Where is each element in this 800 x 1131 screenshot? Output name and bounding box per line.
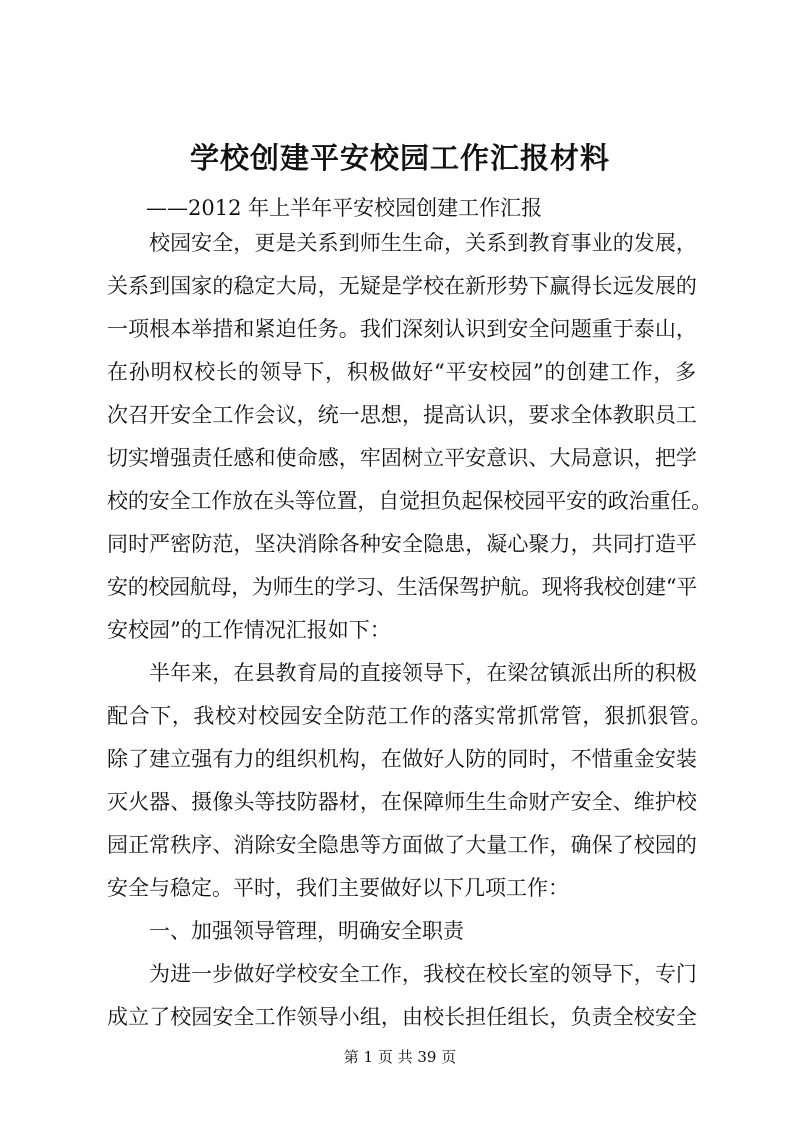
paragraph-line: 安全与稳定。平时，我们主要做好以下几项工作： [107, 876, 569, 900]
paragraph-line: 配合下，我校对校园安全防范工作的落实常抓常管，狠抓狠管。 [107, 704, 712, 728]
paragraph-line: 成立了校园安全工作领导小组，由校长担任组长，负责全校安全 [107, 1005, 697, 1029]
page-footer: 第 1 页 共 39 页 [343, 1048, 457, 1066]
document-title: 学校创建平安校园工作汇报材料 [189, 141, 610, 175]
paragraph-line: 次召开安全工作会议，统一思想，提高认识，要求全体教职员工 [107, 403, 697, 427]
paragraph-line: 一项根本举措和紧迫任务。我们深刻认识到安全问题重于泰山， [107, 317, 697, 341]
paragraph-line: 关系到国家的稳定大局，无疑是学校在新形势下赢得长远发展的 [107, 274, 697, 298]
paragraph-line: 校的安全工作放在头等位置，自觉担负起保校园平安的政治重任。 [107, 489, 712, 513]
paragraph-line: 在孙明权校长的领导下，积极做好“平安校园”的创建工作，多 [107, 360, 697, 384]
paragraph-line: 半年来，在县教育局的直接领导下，在梁岔镇派出所的积极 [149, 661, 697, 685]
section-heading: 一、加强领导管理，明确安全职责 [149, 919, 464, 943]
paragraph-line: 安校园”的工作情况汇报如下： [107, 618, 391, 642]
paragraph-line: 安的校园航母，为师生的学习、生活保驾护航。现将我校创建“平 [107, 575, 697, 599]
paragraph-line: 切实增强责任感和使命感，牢固树立平安意识、大局意识，把学 [107, 446, 697, 470]
paragraph-line: 为进一步做好学校安全工作，我校在校长室的领导下，专门 [149, 962, 697, 986]
paragraph-line: 同时严密防范，坚决消除各种安全隐患，凝心聚力，共同打造平 [107, 532, 697, 556]
paragraph-line: 校园安全，更是关系到师生生命，关系到教育事业的发展， [149, 231, 697, 255]
paragraph-line: 除了建立强有力的组织机构，在做好人防的同时，不惜重金安装 [107, 747, 697, 771]
paragraph-line: 园正常秩序、消除安全隐患等方面做了大量工作，确保了校园的 [107, 833, 697, 857]
paragraph-line: 灭火器、摄像头等技防器材，在保障师生生命财产安全、维护校 [107, 790, 697, 814]
document-subtitle: ——2012 年上半年平安校园创建工作汇报 [146, 196, 543, 220]
